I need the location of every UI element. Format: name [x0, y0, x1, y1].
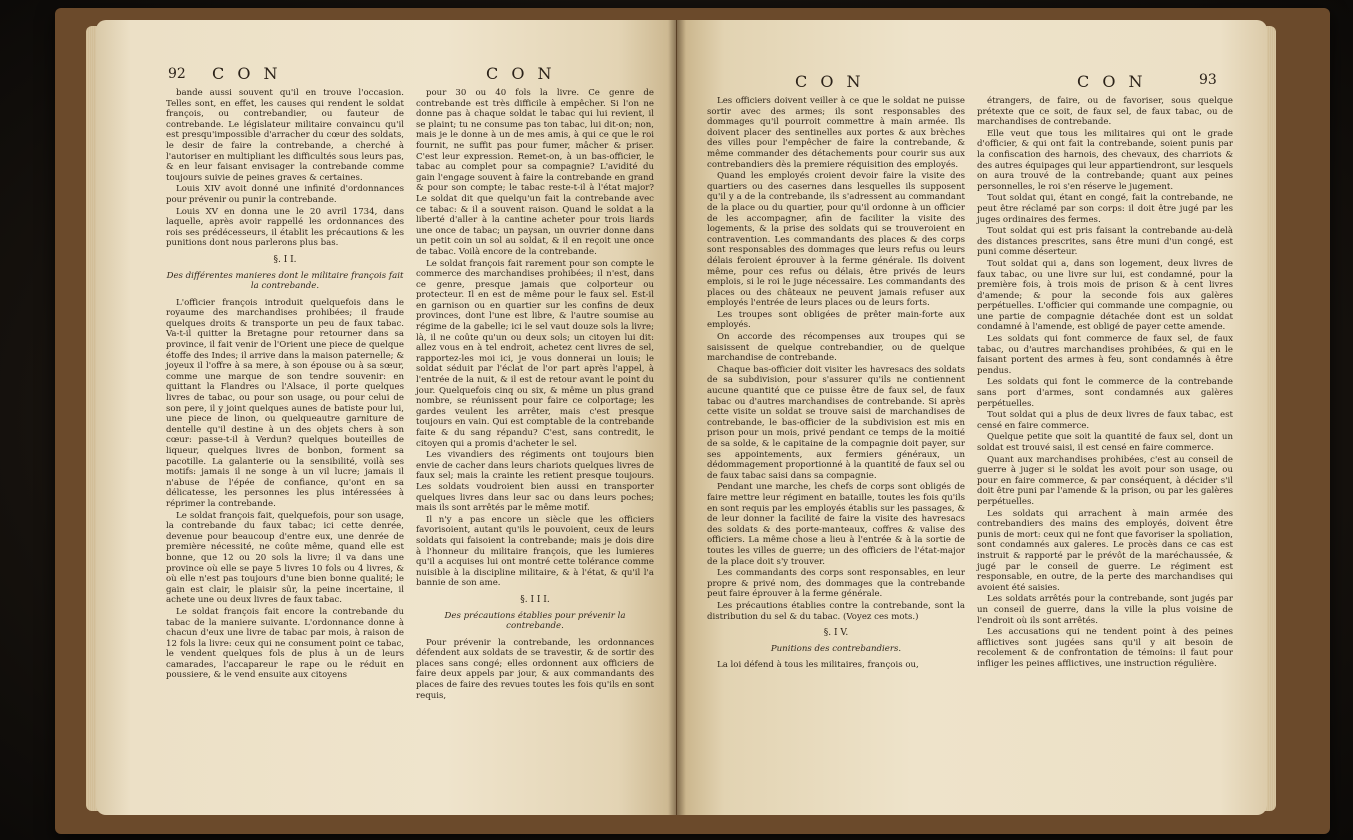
paragraph: Louis XIV avoit donné une infinité d'ordonnances pour prévenir ou punir la contrebande. — [166, 184, 404, 205]
paragraph: Elle veut que tous les militaires qui ont le grade d'officier, & qui ont fait la contrebande, soient punis par la confiscation des harnois, des chevaux, des charriots & des autres équipages qui leur appartiendront, sur lesquels on aura trouvé de la contrebande; quant aux peines personnelles, le roi s'en réserve le jugement. — [977, 128, 1233, 192]
right-running-head-1: C O N — [795, 72, 865, 91]
left-running-head-2: C O N — [486, 64, 556, 83]
book-gutter — [668, 20, 686, 815]
paragraph: Quand les employés croient devoir faire la visite des quartiers ou des casernes dans lesquelles ils supposent qu'il y a de la contrebande, ils s'adressent au commandant de la place ou du quartier, pour qu'il ordonne à un officier de les accompagner, afin de faciliter la visite des logements, & la prise des soldats qui se trouveroient en contravention. Les commandants des places & des corps sont responsables des dommages que leurs refus ou leurs délais feroient éprouver à la ferme générale. Ils doivent même, pour ces refus ou délais, être privés de leurs emplois, si le roi le juge nécessaire. Les commandants des places ou des châteaux ne peuvent jamais refuser aux employés l'entrée de leurs places ou de leurs forts. — [707, 171, 965, 309]
paragraph: Il n'y a pas encore un siècle que les officiers favorisoient, autant qu'ils le pouvoient, ceux de leurs soldats qui faisoient la contrebande; mais je dois dire à l'honneur du militaire françois, que les lumieres qu'il a acquises lui ont montré cette tolérance comme nuisible à la discipline militaire, & à l'état, & qu'il l'a bannie de son ame. — [416, 514, 654, 589]
paragraph: La loi défend à tous les militaires, françois ou, — [717, 660, 919, 671]
right-page-number: 93 — [1199, 72, 1217, 88]
paragraph: Les soldats qui arrachent à main armée des contrebandiers des mains des employés, doivent être punis de mort: ceux qui ne font que favoriser la spoliation, sont condamnés aux galeres. Le procès dans ce cas est instruit & rapporté par le prévôt de la maréchaussée, & jugé par le conseil de guerre. Le régiment est responsable, en outre, de la perte des marchandises qui avoient été saisies. — [977, 508, 1233, 593]
paragraph: Le soldat françois fait encore la contrebande du tabac de la maniere suivante. L'ordonnance donne à chacun d'eux une livre de tabac par mois, à raison de 12 fols la livre: ceux qui ne consument point ce tabac, le vendent quelques fols de plus à un de leurs camarades, l'accapareur le rape ou le réduit en poussiere, & le vend ensuite aux citoyens — [166, 606, 404, 681]
paragraph: Les troupes sont obligées de prêter main-forte aux employés. — [707, 309, 965, 331]
right-running-head-2: C O N — [1077, 72, 1147, 91]
right-column-2 — [977, 96, 1233, 670]
paragraph: Pour prévenir la contrebande, les ordonnances défendent aux soldats de se travestir, & de sortir des places sans congé; elles ordonnent aux officiers de faire deux appels par jour, & aux commandants des places de faire des revues toutes les fois qu'ils en sont requis, — [416, 637, 654, 701]
paragraph: Les commandants des corps sont responsables, en leur propre & privé nom, des dommages que la contrebande peut faire éprouver à la ferme générale. — [707, 568, 965, 600]
paragraph: Quant aux marchandises prohibées, c'est au conseil de guerre à juger si le soldat les avoit pour son usage, ou pour en faire commerce, & par conséquent, à décider s'il doit être puni par l'amende & la prison, ou par les galères perpétuelles. — [977, 454, 1233, 507]
paragraph: bande aussi souvent qu'il en trouve l'occasion. Telles sont, en effet, les causes qui rendent le soldat françois, ou contrebandier, ou fauteur de contrebande. Le législateur militaire convaincu qu'il est presqu'impossible d'arracher du cœur des soldats, le desir de faire la contrebande, a cherché à l'autoriser en multipliant les difficultés sous leurs pas, & en leur faisant envisager la contrebande comme toujours suivie de peines graves & certaines. — [166, 88, 404, 183]
paragraph: Tout soldat qui, étant en congé, fait la contrebande, ne peut être réclamé par son corps: il doit être jugé par les juges ordinaires des fermes. — [977, 193, 1233, 225]
paragraph: étrangers, de faire, ou de favoriser, sous quelque prétexte que ce soit, de faux sel, de faux tabac, ou de marchandises de contrebande. — [977, 96, 1233, 128]
left-column-2 — [416, 88, 654, 702]
paragraph: Les soldats qui font commerce de faux sel, de faux tabac, ou d'autres marchandises prohibées, & qui en le faisant portent des armes à feu, sont condamnés à être pendus. — [977, 334, 1233, 376]
section-title: Punitions des contrebandiers. — [770, 643, 902, 654]
paragraph: Le soldat françois fait rarement pour son compte le commerce des marchandises prohibées; il n'est, dans ce genre, presque jamais que colporteur ou protecteur. Il en est de même pour le faux sel. Est-il en garnison ou en quartier sur les confins de deux provinces, dont l'une est libre, & l'autre soumise au régime de la gabelle; ici le sel vaut douze sols la livre; là, il ne coûte qu'un ou deux sols; un citoyen lui dit: allez vous en à tel endroit, achetez cent livres de sel, rapportez-les moi ici, je vous donnerai un louis; le soldat séduit par l'éclat de l'or part après l'appel, à l'entrée de la nuit, & il est de retour avant le point du jour. Quelquefois cinq ou six, & même un plus grand nombre, se réunissent pour faire ce colportage; les gardes veulent les arrêter, mais c'est presque toujours en vain. Qui est comptable de la contrebande faite & du sang répandu? C'est, sans contredit, le citoyen qui a promis d'acheter le sel. — [416, 258, 654, 449]
section-title: Des précautions établies pour prévenir la contrebande. — [444, 610, 626, 632]
section-heading: §. I V. — [823, 628, 849, 639]
left-page — [96, 20, 676, 815]
paragraph: Les soldats arrêtés pour la contrebande, sont jugés par un conseil de guerre, dans la ville la plus voisine de l'endroit où ils sont arrêtés. — [977, 594, 1233, 626]
paragraph: Les officiers doivent veiller à ce que le soldat ne puisse sortir avec des armes; ils sont responsables des dommages qu'il pourroit commettre à main armée. Ils doivent placer des sentinelles aux portes & aux brèches des villes pour l'empêcher de faire la contrebande, & même commander des détachements pour courir sus aux contrebandiers dès la premiere réquisition des employés. — [707, 96, 965, 170]
paragraph: Les accusations qui ne tendent point à des peines afflictives sont jugées sans qu'il y ait besoin de recolement & de confrontation de témoins: il faut pour infliger les peines afflictives, une instruction régulière. — [977, 627, 1233, 669]
paragraph: L'officier françois introduit quelquefois dans le royaume des marchandises prohibées; il fraude quelques droits & transporte un peu de faux tabac. Va-t-il quitter la Bretagne pour retourner dans sa province, il fait venir de l'Orient une piece de quelque étoffe des Indes; il arrive dans la maison paternelle; & joyeux il l'offre à sa mere, à son épouse ou à sa sœur, comme une marque de son tendre souvenir: en quittant la Flandres ou l'Alsace, il porte quelques livres de tabac, ou pour son usage, ou pour celui de son pere, il y joint quelques aunes de batiste pour lui, une piece de linon, ou quelqueautre garniture de dentelle qu'il destine à un des objets chers à son cœur: passe-t-il à Verdun? quelques bouteilles de liqueur, quelques livres de bonbon, forment sa pacotille. La galanterie ou la sensibilité, voilà ses motifs: jamais il ne songe à un vil lucre; jamais il n'abuse de l'épée de confiance, qu'ont en sa délicatesse, les personnes les plus intéressées à réprimer la contrebande. — [166, 297, 404, 509]
paragraph: Tout soldat qui a, dans son logement, deux livres de faux tabac, ou une livre sur lui, est condamné, pour la première fois, à trois mois de prison & à cent livres d'amende; & pour la seconde fois aux galères perpétuelles. L'officier qui commande une compagnie, ou une partie de compagnie détachée dont est un soldat condamné à l'amende, est obligé de payer cette amende. — [977, 258, 1233, 333]
paragraph: Tout soldat qui est pris faisant la contrebande au-delà des distances prescrites, sans être muni d'un congé, est puni comme déserteur. — [977, 226, 1233, 258]
paragraph: Les précautions établies contre la contrebande, sont la distribution du sel & du tabac. (Voyez ces mots.) — [707, 600, 965, 622]
right-column-1 — [707, 96, 965, 672]
paragraph: Les vivandiers des régiments ont toujours bien envie de cacher dans leurs chariots quelques livres de faux sel; mais la crainte les retient presque toujours. Les soldats voudroient bien aussi en transporter quelques livres dans leur sac ou dans leurs poches; mais ils sont arrêtés par le même motif. — [416, 450, 654, 514]
left-column-1 — [166, 88, 404, 682]
paragraph: Tout soldat qui a plus de deux livres de faux tabac, est censé en faire commerce. — [977, 410, 1233, 431]
paragraph: On accorde des récompenses aux troupes qui se saisissent de quelque contrebandier, ou de quelque marchandise de contrebande. — [707, 332, 965, 364]
left-page-number: 92 — [168, 66, 186, 82]
paragraph: Louis XV en donna une le 20 avril 1734, dans laquelle, après avoir rappellé les ordonnances des rois ses prédécesseurs, il établit les précautions & les punitions dont nous parlerons plus bas. — [166, 206, 404, 249]
paragraph: Les soldats qui font le commerce de la contrebande sans port d'armes, sont condamnés aux galères perpétuelles. — [977, 377, 1233, 409]
paragraph: Pendant une marche, les chefs de corps sont obligés de faire mettre leur régiment en bataille, toutes les fois qu'ils en sont requis par les employés établis sur les passages, & de leur donner la facilité de faire la visite des havresacs des soldats & des porte-manteaux, coffres & valise des officiers. La même chose a lieu à l'entrée & à la sortie de toutes les villes de guerre; un des officiers de l'état-major de la place doit s'y trouver. — [707, 482, 965, 567]
section-heading: §. I I I. — [520, 594, 550, 605]
left-running-head-1: C O N — [212, 64, 282, 83]
paragraph: Chaque bas-officier doit visiter les havresacs des soldats de sa subdivision, pour s'assurer qu'ils ne contiennent aucune quantité que ce puisse être de faux sel, de faux tabac ou d'autres marchandises de contrebande. Si après cette visite un soldat se trouve saisi de marchandises de contrebande, le bas-officier de la subdivision est mis en prison pour un mois, privé pendant ce temps de la moitié de sa solde, & le capitaine de la compagnie doit payer, sur ses appointements, aux fermiers généraux, un dédommagement proportionné à la quantité de faux sel ou de faux tabac saisi dans sa compagnie. — [707, 364, 965, 481]
paragraph: Le soldat françois fait, quelquefois, pour son usage, la contrebande du faux tabac; ici cette denrée, devenue pour beaucoup d'entre eux, une denrée de première nécessité, ne coûte même, quand elle est bonne, que 12 ou 20 sols la livre; il va dans une province où elle se paye 5 livres 10 fols ou 4 livres, & où elle n'est pas toujours d'une bien bonne qualité; le gain est clair, le plaisir sûr, la peine incertaine, il achete une ou deux livres de faux tabac. — [166, 510, 404, 606]
section-heading: §. I I. — [273, 254, 297, 265]
paragraph: pour 30 ou 40 fols la livre. Ce genre de contrebande est très difficile à empêcher. Si l'on ne donne pas à chaque soldat le tabac qui lui revient, il se plaint; tu ne consume pas ton tabac, lui dit-on; non, mais je le donne à un de mes amis, à qui ce que le roi fournit, ne suffit pas pour fumer, mâcher & priser. C'est leur expression. Remet-on, à un bas-officier, le tabac au complet pour sa compagnie? L'avidité du gain l'engage souvent à faire la contrebande en grand & pour son compte; le tabac reste-t-il à l'état major? Le soldat dit que quelqu'un fait la contrebande avec ce tabac: & il a souvent raison. Quand le soldat a la liberté d'aller à la cantine acheter pour trois liards une once de tabac; un paysan, un ouvrier donne dans un petit coin un sol au soldat, & il en reçoit une once de tabac. Voilà encore de la contrebande. — [416, 88, 654, 257]
section-title: Des différentes manieres dont le militaire françois fait la contrebande. — [166, 270, 404, 292]
right-page — [677, 20, 1267, 815]
paragraph: Quelque petite que soit la quantité de faux sel, dont un soldat est trouvé saisi, il est censé en faire commerce. — [977, 432, 1233, 453]
